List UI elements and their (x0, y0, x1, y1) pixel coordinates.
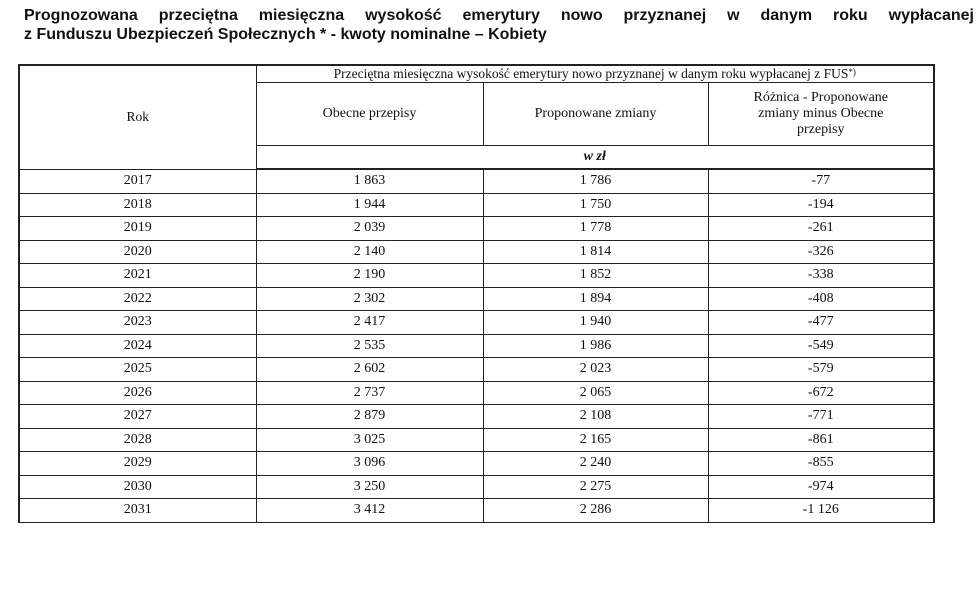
cell-year: 2030 (19, 475, 256, 499)
header-row-group (19, 65, 934, 83)
cell-current: 1 863 (256, 169, 483, 193)
cell-difference: -194 (708, 193, 934, 217)
cell-current: 2 190 (256, 264, 483, 288)
header-group-footnote-mark: *) (848, 67, 856, 77)
cell-proposed: 1 940 (483, 311, 708, 335)
cell-current: 1 944 (256, 193, 483, 217)
cell-year: 2017 (19, 169, 256, 193)
table-row (19, 169, 934, 193)
cell-difference: -549 (708, 334, 934, 358)
cell-proposed: 1 852 (483, 264, 708, 288)
header-group (256, 65, 934, 83)
table-row (19, 499, 934, 523)
cell-difference: -672 (708, 381, 934, 405)
cell-proposed: 1 986 (483, 334, 708, 358)
cell-proposed: 2 286 (483, 499, 708, 523)
cell-current: 3 412 (256, 499, 483, 523)
header-difference-line-1: Różnica - Proponowane (753, 90, 889, 105)
cell-proposed: 1 750 (483, 193, 708, 217)
cell-difference: -338 (708, 264, 934, 288)
cell-current: 2 737 (256, 381, 483, 405)
cell-year: 2024 (19, 334, 256, 358)
cell-year: 2029 (19, 452, 256, 476)
cell-year: 2021 (19, 264, 256, 288)
cell-difference: -408 (708, 287, 934, 311)
cell-current: 2 140 (256, 240, 483, 264)
cell-year: 2019 (19, 217, 256, 241)
cell-difference: -477 (708, 311, 934, 335)
cell-proposed: 2 023 (483, 358, 708, 382)
cell-proposed: 2 275 (483, 475, 708, 499)
header-group-text: Przeciętna miesięczna wysokość emerytury nowo przyznanej w danym roku wypłacanej z FUS (333, 66, 849, 81)
document-title (24, 6, 974, 44)
cell-difference: -77 (708, 169, 934, 193)
cell-proposed: 1 894 (483, 287, 708, 311)
cell-current: 2 417 (256, 311, 483, 335)
header-current-rules: Obecne przepisy (256, 83, 483, 146)
cell-year: 2020 (19, 240, 256, 264)
table-row (19, 334, 934, 358)
cell-year: 2031 (19, 499, 256, 523)
cell-proposed: 1 778 (483, 217, 708, 241)
header-proposed-changes: Proponowane zmiany (483, 83, 708, 146)
cell-year: 2023 (19, 311, 256, 335)
cell-difference: -855 (708, 452, 934, 476)
header-difference (708, 83, 934, 146)
table-row (19, 358, 934, 382)
pension-forecast-table (18, 64, 935, 523)
cell-difference: -1 126 (708, 499, 934, 523)
cell-proposed: 2 065 (483, 381, 708, 405)
table-row (19, 193, 934, 217)
header-year: Rok (19, 65, 256, 169)
table-body (19, 169, 934, 522)
table-row (19, 311, 934, 335)
cell-current: 2 879 (256, 405, 483, 429)
cell-current: 3 025 (256, 428, 483, 452)
table-row (19, 287, 934, 311)
cell-proposed: 2 165 (483, 428, 708, 452)
cell-difference: -261 (708, 217, 934, 241)
cell-year: 2025 (19, 358, 256, 382)
unit-label: w zł (256, 146, 934, 170)
cell-proposed: 2 240 (483, 452, 708, 476)
table-row (19, 264, 934, 288)
table-row (19, 428, 934, 452)
cell-current: 3 096 (256, 452, 483, 476)
cell-current: 2 535 (256, 334, 483, 358)
cell-difference: -326 (708, 240, 934, 264)
cell-difference: -974 (708, 475, 934, 499)
table-row (19, 381, 934, 405)
table-row (19, 405, 934, 429)
header-difference-line-3: przepisy (797, 122, 845, 137)
cell-proposed: 1 814 (483, 240, 708, 264)
cell-year: 2022 (19, 287, 256, 311)
title-line-2: z Funduszu Ubezpieczeń Społecznych * - kwoty nominalne – Kobiety (24, 26, 547, 43)
cell-difference: -579 (708, 358, 934, 382)
cell-current: 2 302 (256, 287, 483, 311)
cell-year: 2026 (19, 381, 256, 405)
cell-year: 2028 (19, 428, 256, 452)
title-line-1: Prognozowana przeciętna miesięczna wysokość emerytury nowo przyznanej w danym roku wypłacanej (24, 7, 974, 24)
cell-year: 2018 (19, 193, 256, 217)
cell-current: 2 602 (256, 358, 483, 382)
table-row (19, 475, 934, 499)
cell-year: 2027 (19, 405, 256, 429)
header-difference-line-2: zmiany minus Obecne (758, 106, 884, 121)
cell-proposed: 2 108 (483, 405, 708, 429)
table-row (19, 240, 934, 264)
table-row (19, 217, 934, 241)
table-row (19, 452, 934, 476)
cell-difference: -771 (708, 405, 934, 429)
cell-current: 3 250 (256, 475, 483, 499)
cell-current: 2 039 (256, 217, 483, 241)
cell-difference: -861 (708, 428, 934, 452)
cell-proposed: 1 786 (483, 169, 708, 193)
